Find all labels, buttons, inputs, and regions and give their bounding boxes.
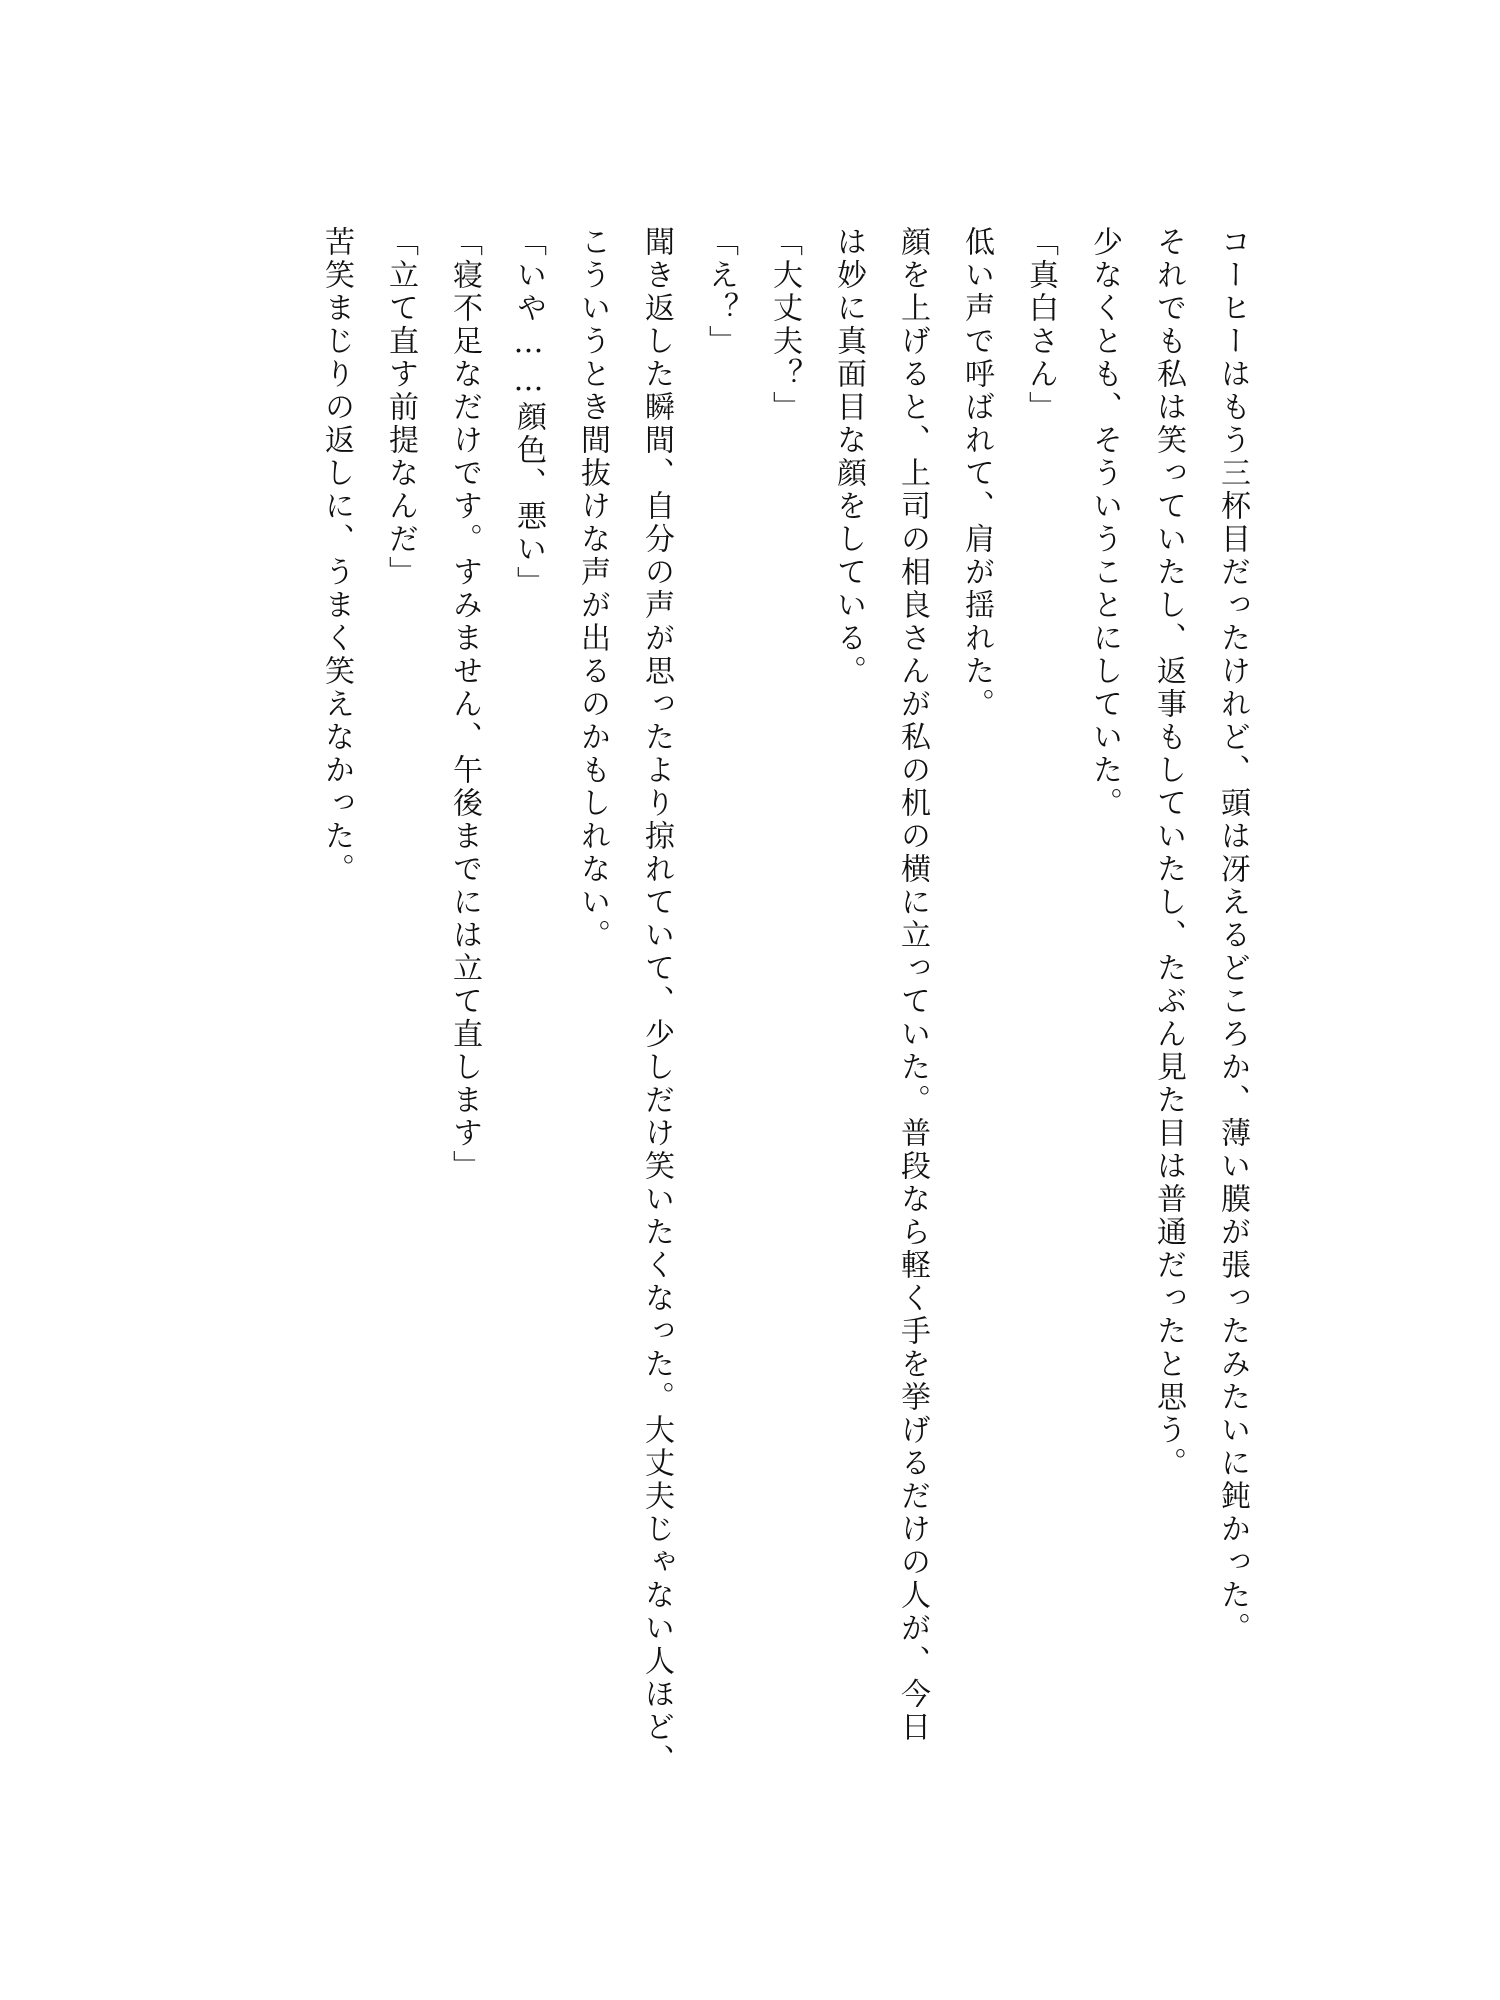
text-line: 苦笑まじりの返しに、うまく笑えなかった。 (319, 226, 354, 886)
text-line: 聞き返した瞬間、自分の声が思ったより掠れていて、少しだけ笑いたくなった。大丈夫じゃない人ほど、 (639, 226, 674, 1777)
dialogue-line: 「え？」 (703, 226, 738, 358)
dialogue-line: 「大丈夫？」 (767, 226, 802, 424)
text-line: 少なくとも、そういうことにしていた。 (1087, 226, 1122, 820)
text-line: は妙に真面目な顔をしている。 (831, 226, 866, 688)
dialogue-line: 「寝不足なだけです。すみません、午後までには立て直します」 (447, 226, 482, 1183)
text-line: それでも私は笑っていたし、返事もしていたし、たぶん見た目は普通だったと思う。 (1151, 226, 1186, 1480)
dialogue-line: 「いや……顔色、悪い」 (511, 226, 546, 599)
dialogue-line: 「立て直す前提なんだ」 (383, 226, 418, 589)
dialogue-line: 「真白さん」 (1023, 226, 1058, 424)
vertical-text-body (304, 226, 1264, 1866)
text-line: 顔を上げると、上司の相良さんが私の机の横に立っていた。普段なら軽く手を挙げるだけの人が、今日 (895, 226, 930, 1744)
text-line: 低い声で呼ばれて、肩が揺れた。 (959, 226, 994, 721)
text-line: コーヒーはもう三杯目だったけれど、頭は冴えるどころか、薄い膜が張ったみたいに鈍かった。 (1215, 226, 1250, 1645)
text-line: こういうとき間抜けな声が出るのかもしれない。 (575, 226, 610, 952)
